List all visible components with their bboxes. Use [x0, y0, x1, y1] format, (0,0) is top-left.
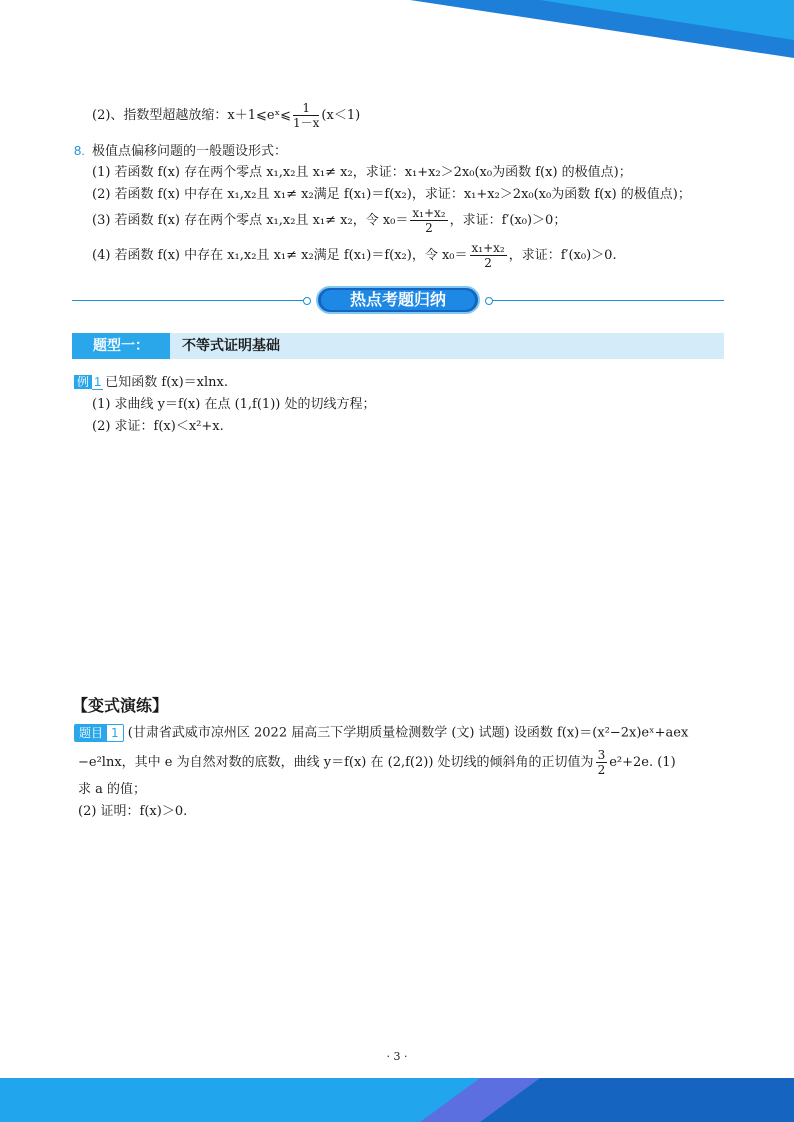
practice-heading: 【变式演练】 — [72, 696, 169, 715]
top-decor-band — [0, 0, 794, 60]
example-number: 1 — [94, 374, 102, 389]
type-label: 题型一： — [72, 333, 170, 359]
fraction: $\frac{\text{x₁+x₂}}{2}$ — [412, 206, 446, 235]
case-line-3: (3) 若函数 f(x) 存在两个零点 x₁,x₂且 x₁≠ x₂，令 x₀＝ $\frac{\text{x₁+x₂}}{2}$ ，求证：f′(x₀)＞0； — [92, 206, 567, 235]
example-question-1: (1) 求曲线 y＝f(x) 在点 (1,f(1)) 处的切线方程； — [92, 397, 376, 412]
inequality-line: (2)、指数型超越放缩：x＋1⩽eˣ⩽ $\frac{1}{1-x}$ (x＜1) — [92, 101, 361, 130]
circle-icon — [484, 296, 494, 306]
item-number: 8. — [74, 143, 85, 158]
fraction: $\frac{3}{2}$ — [597, 748, 606, 777]
banner-badge — [316, 286, 480, 314]
fraction: $\frac{1}{1-x}$ — [293, 101, 320, 130]
case-line-1: (1) 若函数 f(x) 存在两个零点 x₁,x₂且 x₁≠ x₂，求证：x₁+x₂＞2x₀(x₀为函数 f(x) 的极值点)； — [92, 165, 632, 180]
practice-line-3: 求 a 的值； — [78, 782, 147, 797]
bottom-decor-band — [0, 1078, 794, 1122]
example-stem: 例 1 已知函数 f(x)＝xlnx. — [74, 373, 228, 392]
problem-tag: 题目 1 — [74, 724, 124, 742]
page-number: · 3 · — [386, 1050, 408, 1063]
question-type-bar — [72, 333, 724, 359]
divider-line — [492, 300, 724, 301]
item-heading: 极值点偏移问题的一般题设形式： — [92, 144, 288, 159]
example-tag: 例 — [74, 375, 92, 389]
practice-line-1: 题目 1 (甘肃省武威市凉州区 2022 届高三下学期质量检测数学 (文) 试题) 设函数 f(x)＝(x²−2x)eˣ+aex — [74, 724, 688, 743]
banner-title: 热点考题归纳 — [349, 290, 446, 309]
section-banner — [72, 286, 724, 316]
example-question-2: (2) 求证：f(x)＜x²+x. — [92, 419, 224, 434]
circle-icon — [302, 296, 312, 306]
type-title: 不等式证明基础 — [182, 338, 280, 354]
practice-line-4: (2) 证明：f(x)＞0. — [78, 804, 188, 819]
case-line-4: (4) 若函数 f(x) 中存在 x₁,x₂且 x₁≠ x₂满足 f(x₁)＝f(x₂)，令 x₀＝ $\frac{\text{x₁+x₂}}{2}$ ，求证：f′(x₀)＞0. — [92, 241, 617, 270]
divider-line — [72, 300, 304, 301]
practice-line-2: −e²lnx，其中 e 为自然对数的底数，曲线 y＝f(x) 在 (2,f(2)) 处切线的倾斜角的正切值为 $\frac{3}{2}$ e²+2e. (1) — [78, 748, 676, 777]
case-line-2: (2) 若函数 f(x) 中存在 x₁,x₂且 x₁≠ x₂满足 f(x₁)＝f(x₂)，求证：x₁+x₂＞2x₀(x₀为函数 f(x) 的极值点)； — [92, 187, 691, 202]
fraction: $\frac{\text{x₁+x₂}}{2}$ — [471, 241, 505, 270]
